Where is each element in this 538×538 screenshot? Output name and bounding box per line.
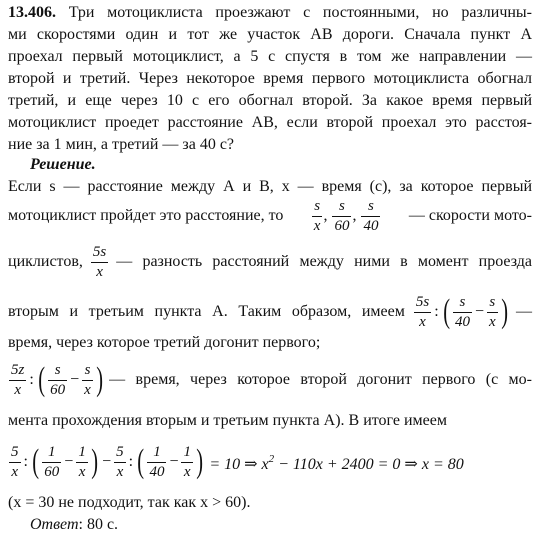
fraction-s-over-x-b: $\frac{s}{x}$ [489,293,496,330]
problem-line-6: мотоциклист проедет расстояние АВ, если второй проехал это расстоя- [8,114,532,131]
solution-text-6b: — время, через которое второй догонит первого (с мо- [109,371,532,388]
solution-line-3 [8,240,532,284]
fraction-s-over-40-b: $\frac{s}{40}$ [454,293,470,330]
solution-text-2b: — скорости мото- [408,207,532,224]
equation-result: = 10 ⇒ $x^2 - 110x + 2400 = 0$ ⇒ x = 80 [209,453,464,473]
fraction-s-over-60: $\frac{s}{60}$ [334,197,350,234]
fraction-s-over-x-c: $\frac{s}{x}$ [84,361,91,398]
problem-line-7: ние за 1 мин, а третий — за 40 с? [8,136,235,153]
fraction-s-over-60-b: $\frac{s}{60}$ [50,361,66,398]
fraction-5-over-x-a: $\frac{5}{x}$ [11,443,19,480]
final-equation: $\frac{5}{x}$ : ( $\frac{1}{60}$ − $\frac{1}{x}$ ) − $\frac{5}{x}$ : ( $\frac{1}{40}$ − $\frac{1}{x}$ ) = 10 ⇒ $x^2 - 110x + 2400 = 0$ ⇒ x = 80 [8,438,532,486]
solution-line-2 [8,194,532,238]
fraction-5-over-x-b: $\frac{5}{x}$ [116,443,124,480]
problem-line-1 [8,2,532,24]
solution-line-9: (x = 30 не подходит, так как x > 60). [8,494,251,511]
solution-line-1: Если s — расстояние между А и В, x — время (с), за которое первый [8,178,532,195]
answer-value: : 80 с. [78,516,119,533]
problem-line-4: второй и третий. Через некоторое время первого мотоциклиста обогнал [8,70,532,87]
solution-text-4b: — [516,303,532,320]
problem-line-2: ми скоростями один и тот же участок АВ дороги. Сначала пункт А [8,26,532,43]
fraction-1-over-60: $\frac{1}{60}$ [44,443,60,480]
problem-number: 13.406. [8,4,56,21]
solution-text-2a: мотоциклист пройдет это расстояние, то [8,207,284,224]
problem-line-5: третий, и еще через 10 с его обогнал второй. За какое время первый [8,92,532,109]
solution-line-4 [8,288,532,336]
answer-label: Ответ [30,516,79,533]
fraction-1-over-x-b: $\frac{1}{x}$ [183,443,191,480]
fraction-5s-over-x: $\frac{5s}{x}$ [92,243,107,280]
solution-heading: Решение. [30,156,96,173]
solution-text-4a: вторым и третьим пункта А. Таким образом, имеем [8,303,405,320]
solution-line-6 [8,356,532,404]
speed-fractions: $\frac{s}{x}$ , $\frac{s}{60}$ , $\frac{s}{40}$ [313,197,379,234]
fraction-s-over-40: $\frac{s}{40}$ [363,197,379,234]
answer-line [30,514,230,536]
solution-text-3a: циклистов, [8,253,83,270]
fraction-5z-over-x: $\frac{5z}{x}$ [11,361,25,398]
problem-line-3: проехал первый мотоциклист, а 5 с спустя в том же направлении — [8,48,532,65]
fraction-s-over-x: $\frac{s}{x}$ [313,197,321,234]
expression-third-catch-up: $\frac{5s}{x}$ : ( $\frac{s}{40}$ − $\frac{s}{x}$ ) [415,293,508,331]
fraction-5s-over-x-b: $\frac{5s}{x}$ [415,293,430,330]
fraction-1-over-x-a: $\frac{1}{x}$ [78,443,86,480]
solution-text-3b: — разность расстояний между ними в момент проезда [116,253,532,270]
fraction-1-over-40: $\frac{1}{40}$ [149,443,165,480]
expression-second-catch-up: $\frac{5z}{x}$ : ( $\frac{s}{60}$ − $\frac{s}{x}$ ) [11,361,103,399]
solution-line-5: время, через которое третий догонит первого; [8,334,321,351]
solution-line-7: мента прохождения вторым и третьим пункта А). В итоге имеем [8,412,447,429]
problem-text-1: Три мотоциклиста проезжают с постоянными, но различны- [68,4,533,21]
